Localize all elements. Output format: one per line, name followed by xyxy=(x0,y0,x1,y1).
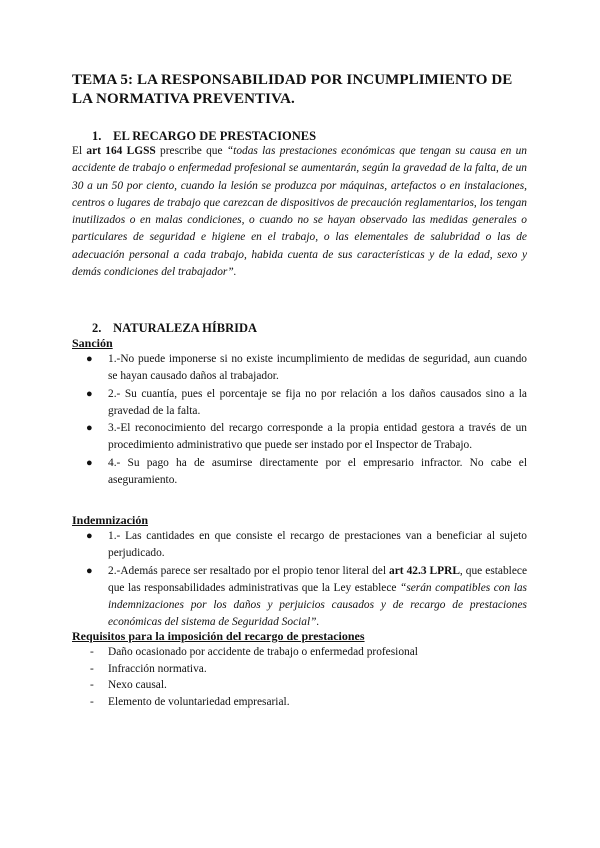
section-2-title: NATURALEZA HÍBRIDA xyxy=(113,321,258,335)
section-2-number: 2. xyxy=(92,321,102,335)
legal-ref-lprl: art 42.3 LPRL xyxy=(389,564,460,577)
sancion-heading: Sanción xyxy=(72,336,113,350)
list-item xyxy=(72,455,527,490)
list-item-text: 3.-El reconocimiento del recargo corresponde a la propia entidad gestora a través de un procedimiento administrativo que puede ser instado por el Inspector de Trabajo. xyxy=(108,422,527,452)
dash-icon: - xyxy=(90,679,94,691)
list-item xyxy=(72,661,527,678)
list-item xyxy=(72,677,527,694)
intro-post: prescribe que xyxy=(155,145,227,157)
list-item xyxy=(72,528,527,563)
list-item xyxy=(72,694,527,711)
bullet-icon: ● xyxy=(86,353,93,365)
list-item xyxy=(72,563,527,632)
list-item-text: Nexo causal. xyxy=(108,679,167,691)
list-item-text: 4.- Su pago ha de asumirse directamente por el empresario infractor. No cabe el aseguramiento. xyxy=(108,456,527,487)
section-1-paragraph xyxy=(72,143,527,281)
section-2-heading xyxy=(92,320,257,336)
list-item xyxy=(72,386,527,421)
section-1-heading xyxy=(92,128,316,144)
list-item xyxy=(72,351,527,386)
item2-mid: , que establece que las responsabilidades administrativas que la Ley establece xyxy=(108,564,527,594)
section-1-number: 1. xyxy=(92,129,102,143)
list-item-text: Infracción normativa. xyxy=(108,662,207,675)
item2-pre: 2.-Además parece ser resaltado por el propio tenor literal del xyxy=(108,564,390,577)
bullet-icon: ● xyxy=(86,530,93,542)
list-item-text: Elemento de voluntariedad empresarial. xyxy=(108,695,290,708)
section-1-title: EL RECARGO DE PRESTACIONES xyxy=(113,129,317,143)
dash-icon: - xyxy=(90,646,94,658)
bullet-icon: ● xyxy=(86,422,93,435)
lprl-quote: “serán compatibles con las indemnizaciones por los daños y perjuicios causados y de recargo de prestaciones económicas del sistema de Seguridad Social”. xyxy=(108,581,527,629)
document-title: TEMA 5: LA RESPONSABILIDAD POR INCUMPLIMIENTO DE LA NORMATIVA PREVENTIVA. xyxy=(72,72,513,107)
indemnizacion-heading: Indemnización xyxy=(72,513,149,527)
lgss-quote: “todas las prestaciones económicas que tengan su causa en un accidente de trabajo o enfermedad profesional se aumentarán, según la gravedad de la falta, de un 30 a un 50 por ciento, cuando la lesión se produzca por máquinas, artefactos o en instalaciones, centros o lugares de trabajo que carezcan de dispositivos de precaución reglamentarios, los tengan inutilizados o en malas condiciones, o cuando no se hayan observado las medidas generales o particulares de seguridad e higiene en el trabajo, o las elementales de salubridad o las de adecuación personal a cada trabajo, habida cuenta de sus características y de la edad, sexo y demás condiciones del trabajador”. xyxy=(72,145,527,279)
intro-pre: El xyxy=(72,145,87,157)
list-item-text: 1.-No puede imponerse si no existe incumplimiento de medidas de seguridad, aun cuando se hayan causado daños al trabajador. xyxy=(108,353,527,383)
sancion-list xyxy=(72,351,527,489)
list-item-text: Daño ocasionado por accidente de trabajo o enfermedad profesional xyxy=(108,646,418,658)
legal-ref-lgss: art 164 LGSS xyxy=(86,145,156,157)
requisitos-list xyxy=(72,644,527,710)
list-item-text: 2.- Su cuantía, pues el porcentaje se fija no por relación a los daños causados sino a la gravedad de la falta. xyxy=(108,387,527,417)
bullet-icon: ● xyxy=(86,456,93,469)
dash-icon: - xyxy=(90,695,94,708)
bullet-icon: ● xyxy=(86,387,93,400)
list-item xyxy=(72,644,527,661)
list-item-text: 1.- Las cantidades en que consiste el recargo de prestaciones van a beneficiar al sujeto perjudicado. xyxy=(108,530,527,560)
requisitos-heading: Requisitos para la imposición del recargo de prestaciones xyxy=(72,629,365,643)
bullet-icon: ● xyxy=(86,564,93,577)
list-item xyxy=(72,420,527,455)
dash-icon: - xyxy=(90,662,94,675)
indemnizacion-list xyxy=(72,528,527,632)
